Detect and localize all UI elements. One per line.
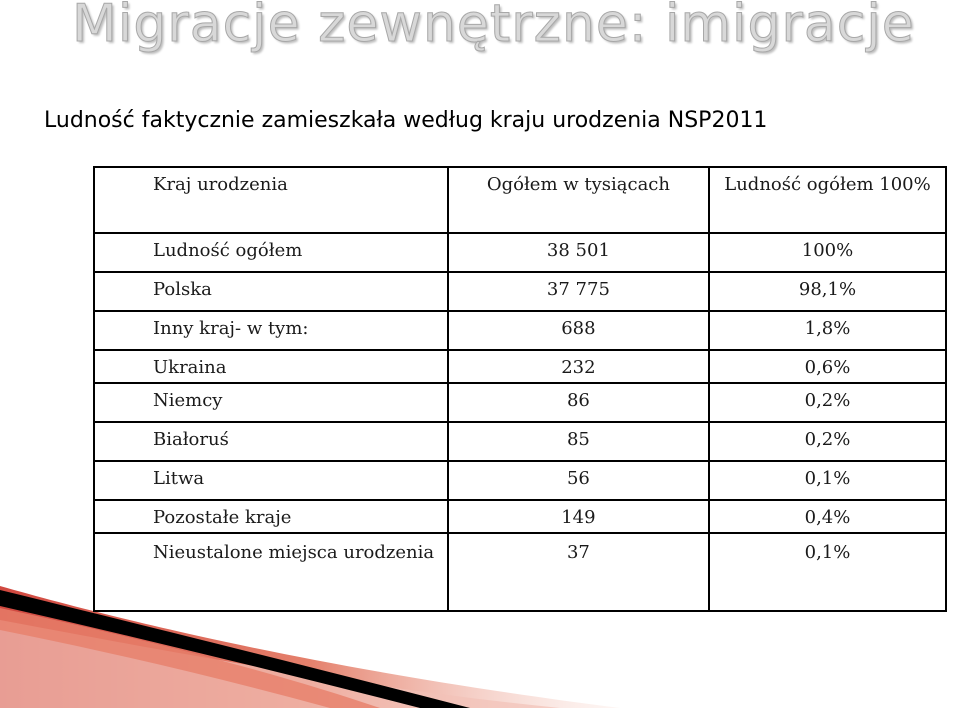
row-country: Ukraina (94, 350, 448, 383)
row-percent: 0,2% (709, 422, 946, 461)
slide-title: Migracje zewnętrzne: imigracje (72, 0, 915, 54)
header-percent: Ludność ogółem 100% (709, 167, 946, 233)
table-header-row (94, 167, 946, 233)
row-percent: 98,1% (709, 272, 946, 311)
row-country: Litwa (94, 461, 448, 500)
row-percent: 0,6% (709, 350, 946, 383)
census-table (93, 166, 947, 612)
header-total: Ogółem w tysiącach (448, 167, 709, 233)
table-row (94, 350, 946, 383)
table-row (94, 311, 946, 350)
row-total: 37 (448, 533, 709, 611)
table-row (94, 422, 946, 461)
table-row (94, 461, 946, 500)
row-percent: 0,2% (709, 383, 946, 422)
table-row (94, 233, 946, 272)
row-country: Niemcy (94, 383, 448, 422)
row-country: Inny kraj- w tym: (94, 311, 448, 350)
row-total: 149 (448, 500, 709, 533)
table-row (94, 500, 946, 533)
row-total: 232 (448, 350, 709, 383)
row-country: Nieustalone miejsca urodzenia (94, 533, 448, 611)
slide-subtitle: Ludność faktycznie zamieszkała według kraju urodzenia NSP2011 (44, 108, 768, 133)
row-total: 37 775 (448, 272, 709, 311)
row-percent: 1,8% (709, 311, 946, 350)
row-percent: 0,1% (709, 461, 946, 500)
header-country: Kraj urodzenia (94, 167, 448, 233)
row-percent: 0,1% (709, 533, 946, 611)
table-row (94, 383, 946, 422)
row-total: 56 (448, 461, 709, 500)
row-country: Polska (94, 272, 448, 311)
row-country: Ludność ogółem (94, 233, 448, 272)
row-percent: 100% (709, 233, 946, 272)
row-total: 38 501 (448, 233, 709, 272)
row-total: 85 (448, 422, 709, 461)
row-percent: 0,4% (709, 500, 946, 533)
row-total: 688 (448, 311, 709, 350)
row-country: Pozostałe kraje (94, 500, 448, 533)
table-row (94, 533, 946, 611)
row-total: 86 (448, 383, 709, 422)
table-row (94, 272, 946, 311)
row-country: Białoruś (94, 422, 448, 461)
